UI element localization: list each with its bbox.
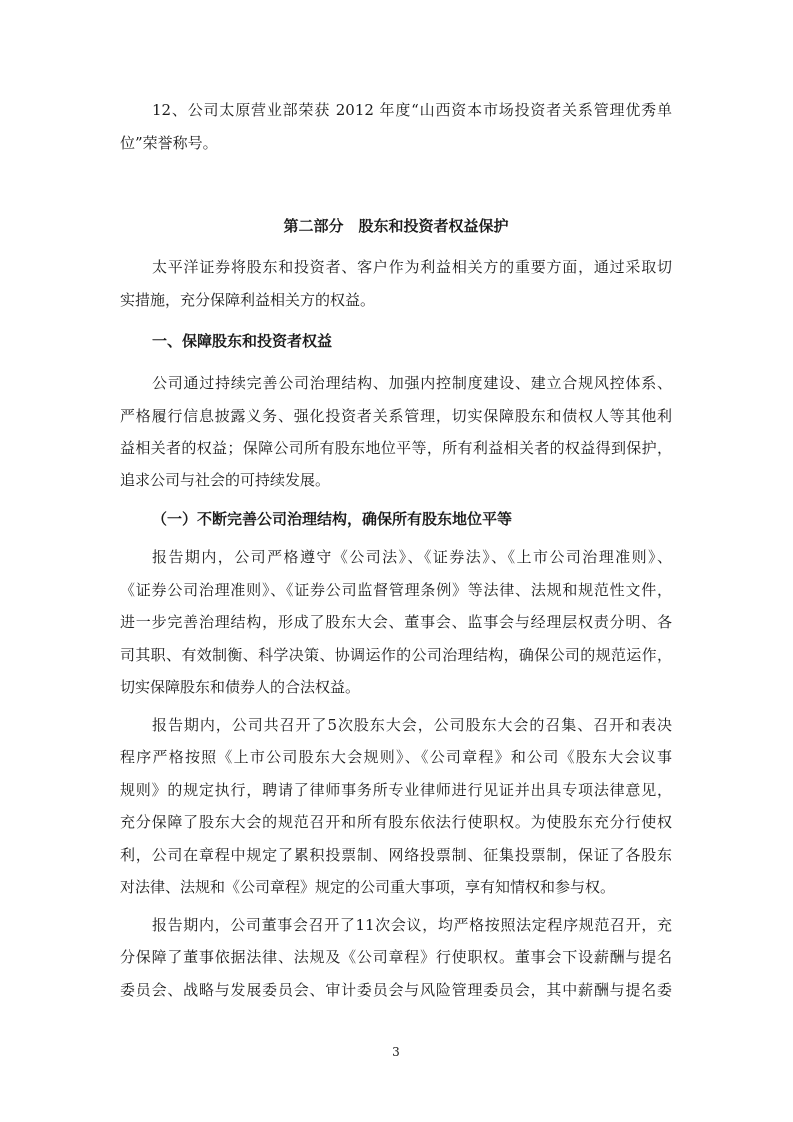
text-line: 12、公司太原营业部荣获 2012 年度“山西资本市场投资者关系管理优秀单: [152, 101, 672, 119]
page-number: 3: [392, 1045, 400, 1059]
text-line: 委员会、战略与发展委员会、审计委员会与风险管理委员会，其中薪酬与提名委: [120, 981, 672, 999]
text-line: 报告期内，公司董事会召开了11次会议，均严格按照法定程序规范召开，充: [152, 916, 672, 934]
section-heading: 一、保障股东和投资者权益: [152, 332, 333, 350]
text-line: 追求公司与社会的可持续发展。: [120, 471, 331, 489]
text-line: 切实保障股东和债券人的合法权益。: [120, 678, 361, 696]
text-line: 程序严格按照《上市公司股东大会规则》、《公司章程》和公司《股东大会议事: [120, 748, 672, 766]
text-line: 司其职、有效制衡、科学决策、协调运作的公司治理结构，确保公司的规范运作，: [120, 646, 672, 664]
text-line: 报告期内，公司共召开了5次股东大会，公司股东大会的召集、召开和表决: [152, 716, 672, 734]
text-line: 利，公司在章程中规定了累积投票制、网络投票制、征集投票制，保证了各股东: [120, 846, 672, 864]
text-line: 太平洋证券将股东和投资者、客户作为利益相关方的重要方面，通过采取切: [152, 258, 672, 276]
part-heading: 第二部分 股东和投资者权益保护: [283, 217, 509, 235]
text-line: 报告期内，公司严格遵守《公司法》、《证券法》、《上市公司治理准则》、: [152, 548, 672, 566]
text-line: 对法律、法规和《公司章程》规定的公司重大事项，享有知情权和参与权。: [120, 878, 616, 896]
text-line: 分保障了董事依据法律、法规及《公司章程》行使职权。董事会下设薪酬与提名: [120, 948, 672, 966]
text-line: 公司通过持续完善公司治理结构、加强内控制度建设、建立合规风控体系、: [152, 374, 672, 392]
text-line: 位”荣誉称号。: [120, 134, 218, 152]
text-line: 严格履行信息披露义务、强化投资者关系管理，切实保障股东和债权人等其他利: [120, 407, 672, 425]
text-line: 充分保障了股东大会的规范召开和所有股东依法行使职权。为使股东充分行使权: [120, 813, 672, 831]
text-line: 《证券公司治理准则》、《证券公司监督管理条例》等法律、法规和规范性文件，: [120, 581, 672, 599]
text-line: 规则》的规定执行，聘请了律师事务所专业律师进行见证并出具专项法律意见，: [120, 781, 672, 799]
text-line: 实措施，充分保障利益相关方的权益。: [120, 291, 376, 309]
text-line: 益相关者的权益；保障公司所有股东地位平等，所有利益相关者的权益得到保护，: [120, 439, 672, 457]
text-line: 进一步完善治理结构，形成了股东大会、董事会、监事会与经理层权责分明、各: [120, 613, 672, 631]
subsection-heading: （一）不断完善公司治理结构，确保所有股东地位平等: [152, 510, 513, 528]
